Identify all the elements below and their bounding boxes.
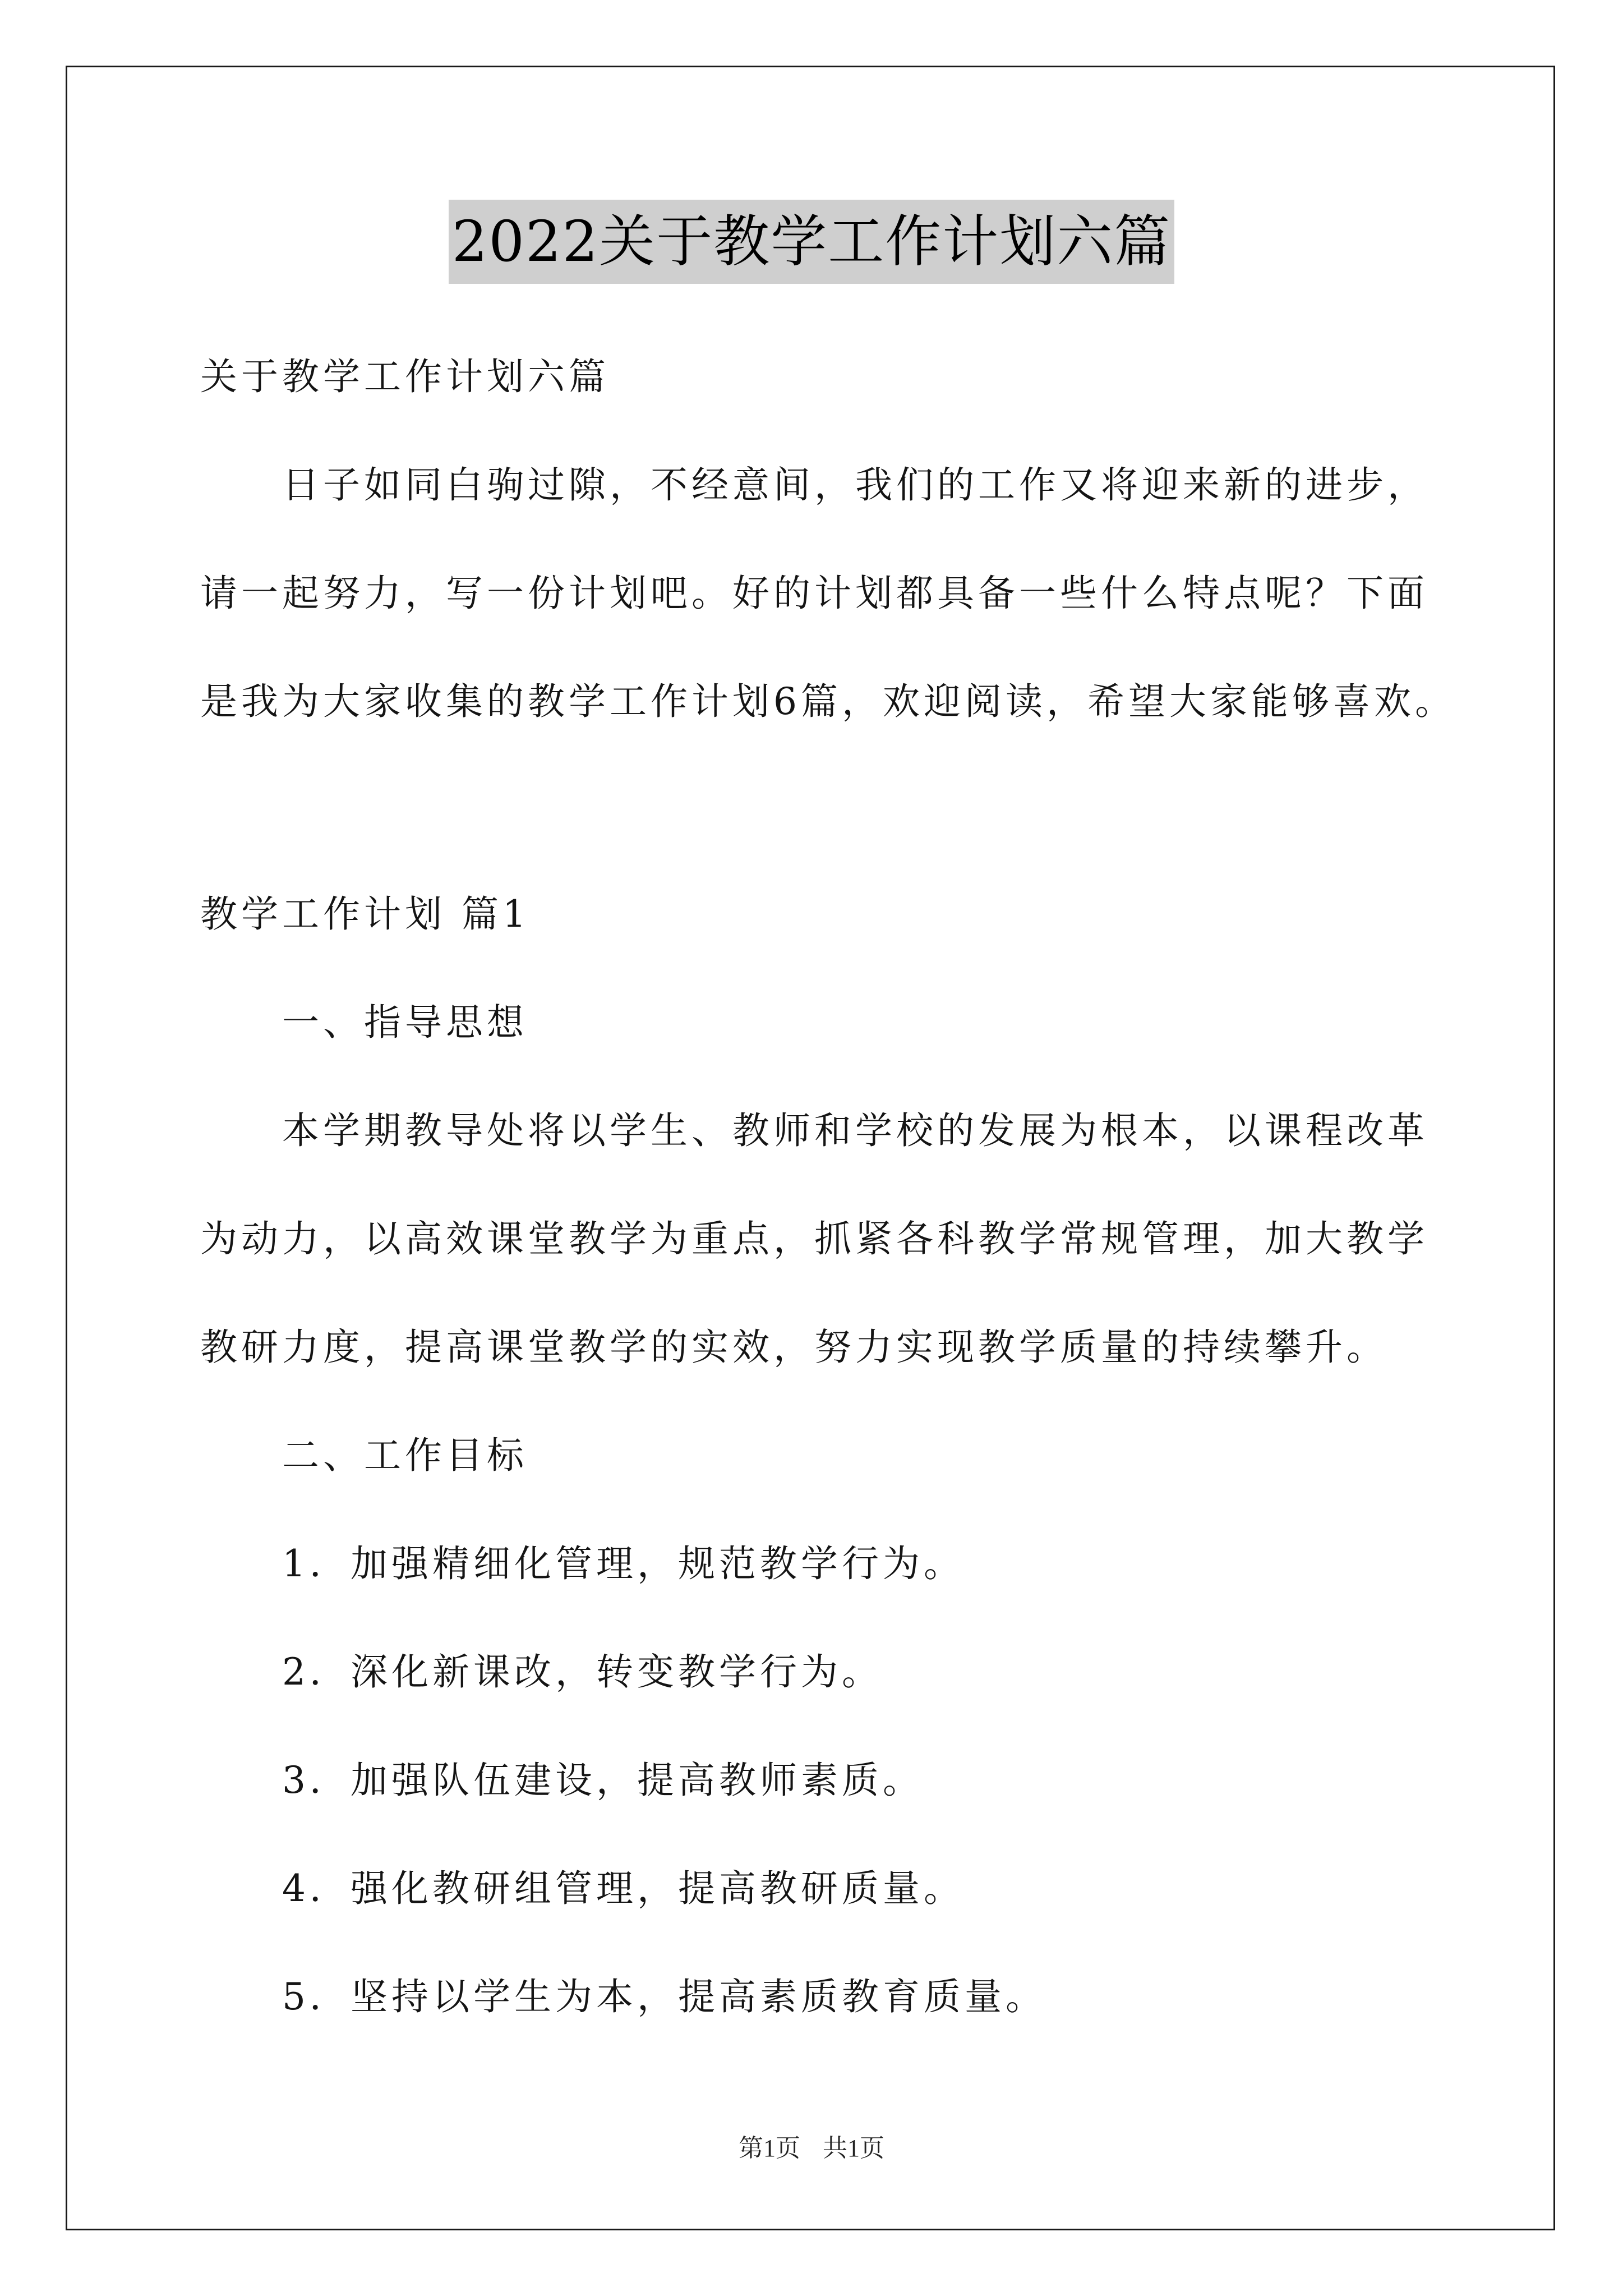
- heading-guiding-ideology: 一、指导思想: [282, 1001, 528, 1044]
- intro-line-2: 请一起努力，写一份计划吧。好的计划都具备一些什么特点呢？下面: [200, 572, 1428, 615]
- page-number: 第1页: [739, 2134, 800, 2162]
- goal-item: 1．加强精细化管理，规范教学行为。: [282, 1542, 965, 1585]
- section-heading: 教学工作计划 篇1: [200, 892, 530, 936]
- heading-work-goals: 二、工作目标: [282, 1434, 528, 1477]
- body-line-2: 为动力，以高效课堂教学为重点，抓紧各科教学常规管理，加大教学: [200, 1217, 1428, 1260]
- page-total: 共1页: [823, 2134, 884, 2162]
- goal-item: 5．坚持以学生为本，提高素质教育质量。: [282, 1975, 1046, 2018]
- page-footer: [0, 2132, 1623, 2165]
- goal-item: 4．强化教研组管理，提高教研质量。: [282, 1867, 965, 1910]
- goal-item: 2．深化新课改，转变教学行为。: [282, 1650, 883, 1694]
- goal-item: 3．加强队伍建设，提高教师素质。: [282, 1759, 924, 1802]
- title-container: [0, 200, 1623, 284]
- body-line-3: 教研力度，提高课堂教学的实效，努力实现教学质量的持续攀升。: [200, 1326, 1387, 1369]
- document-title: 2022关于教学工作计划六篇: [449, 200, 1175, 284]
- document-subtitle: 关于教学工作计划六篇: [200, 355, 610, 398]
- intro-line-3: 是我为大家收集的教学工作计划6篇，欢迎阅读，希望大家能够喜欢。: [200, 680, 1456, 723]
- intro-line-1: 日子如同白驹过隙，不经意间，我们的工作又将迎来新的进步，: [282, 463, 1428, 507]
- body-line-1: 本学期教导处将以学生、教师和学校的发展为根本，以课程改革: [282, 1109, 1428, 1152]
